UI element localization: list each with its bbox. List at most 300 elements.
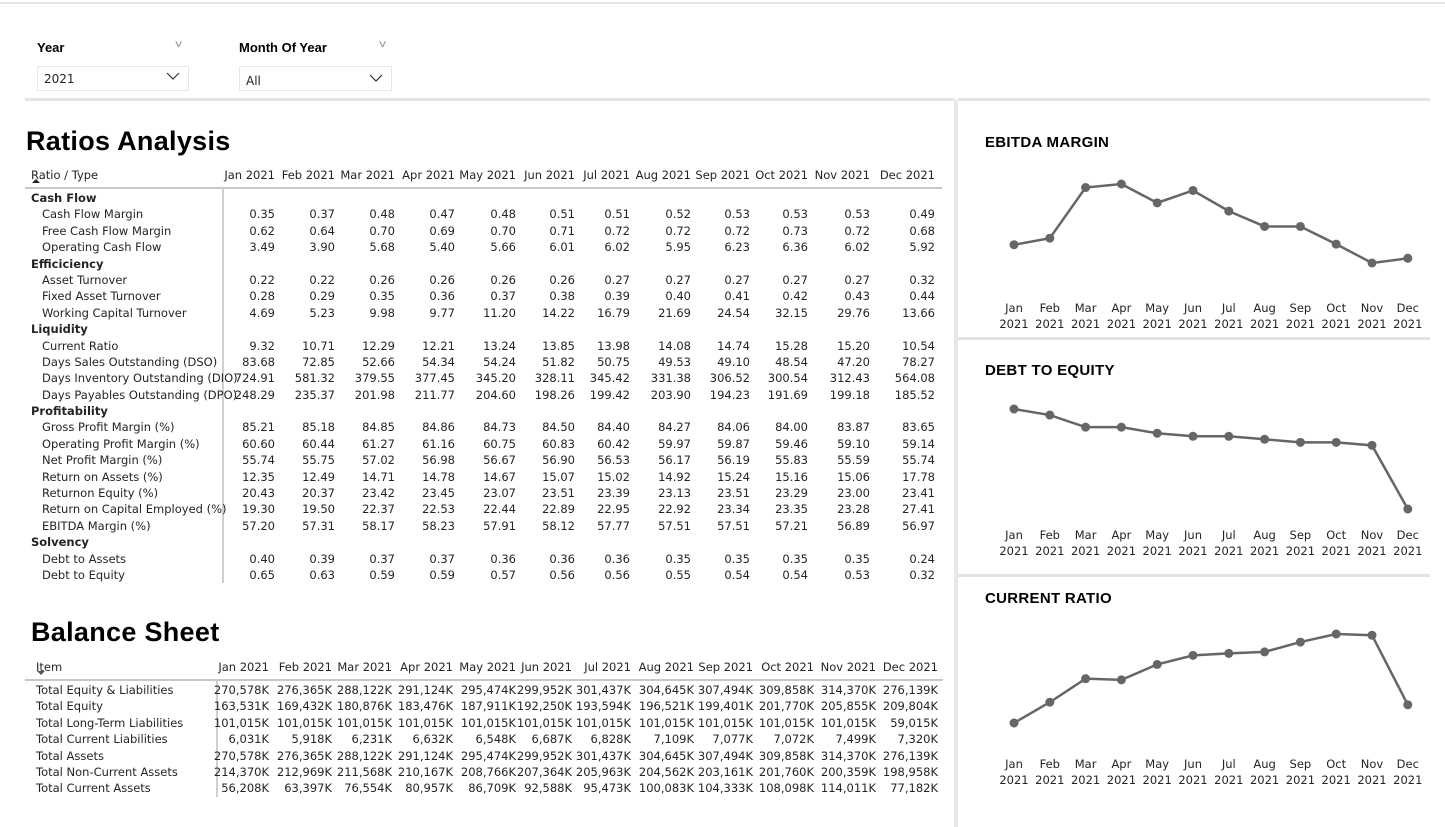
data-point[interactable] xyxy=(1117,180,1126,189)
cell-value: 201,760K xyxy=(758,764,814,779)
cell-value: 0.26 xyxy=(429,272,455,287)
cell-value: 345.42 xyxy=(589,371,630,386)
cell-value: 0.39 xyxy=(309,551,335,566)
cell-value: 60.44 xyxy=(302,436,335,451)
cell-value: 205,963K xyxy=(575,764,631,779)
cell-value: 0.72 xyxy=(844,223,870,238)
group-row[interactable] xyxy=(25,321,942,337)
data-point[interactable] xyxy=(1296,438,1305,447)
cell-value: 0.71 xyxy=(549,223,575,238)
cell-value: 0.65 xyxy=(249,567,275,582)
cell-value: 291,124K xyxy=(397,748,453,763)
data-point[interactable] xyxy=(1368,441,1377,450)
column-header[interactable]: May 2021 xyxy=(459,660,516,674)
table-row[interactable] xyxy=(25,551,942,567)
cell-value: 15.24 xyxy=(717,469,750,484)
year-slicer xyxy=(37,40,189,91)
data-point[interactable] xyxy=(1153,198,1162,207)
cell-value: 23.42 xyxy=(362,486,395,501)
cell-value: 0.27 xyxy=(844,272,870,287)
column-header[interactable]: Dec 2021 xyxy=(879,168,935,182)
cell-value: 0.27 xyxy=(724,272,750,287)
column-header-item[interactable]: Item xyxy=(36,660,63,674)
cell-value: 0.59 xyxy=(429,567,455,582)
column-header[interactable]: Jan 2021 xyxy=(218,660,269,674)
cell-value: 22.44 xyxy=(483,502,516,517)
table-row[interactable] xyxy=(25,731,943,747)
x-axis-tick-label: May xyxy=(1145,528,1170,542)
cell-value: 50.75 xyxy=(597,354,630,369)
table-row[interactable] xyxy=(25,780,943,796)
cell-value: 15.06 xyxy=(837,469,870,484)
data-point[interactable] xyxy=(1117,423,1126,432)
data-point[interactable] xyxy=(1189,651,1198,660)
cell-value: 331.38 xyxy=(650,371,691,386)
cell-value: 0.35 xyxy=(724,551,750,566)
cell-value: 0.26 xyxy=(549,272,575,287)
x-axis-tick-label: Nov xyxy=(1360,757,1384,771)
cell-value: 299,952K xyxy=(516,748,572,763)
cell-value: 95,473K xyxy=(583,781,631,796)
cell-value: 101,015K xyxy=(276,715,332,730)
column-header[interactable]: Mar 2021 xyxy=(340,168,395,182)
table-row[interactable] xyxy=(25,501,942,517)
cell-value: 10.54 xyxy=(902,338,935,353)
table-row[interactable] xyxy=(25,370,942,386)
column-header[interactable]: Jun 2021 xyxy=(524,168,575,182)
x-axis-tick-label: Jun xyxy=(1184,528,1202,542)
row-label: Free Cash Flow Margin xyxy=(42,223,172,238)
line-chart[interactable] xyxy=(958,340,1430,575)
data-point[interactable] xyxy=(1224,649,1233,658)
cell-value: 345.20 xyxy=(475,371,516,386)
cell-value: 304,645K xyxy=(638,683,694,697)
column-header[interactable]: Dec 2021 xyxy=(882,660,938,674)
cell-value: 0.64 xyxy=(309,223,335,238)
data-point[interactable] xyxy=(1260,222,1269,231)
cell-value: 0.36 xyxy=(429,289,455,304)
column-header[interactable]: Apr 2021 xyxy=(402,168,455,182)
x-axis-tick-label: Jul xyxy=(1221,301,1236,315)
year-slicer-title: Year xyxy=(37,40,65,55)
data-point[interactable] xyxy=(1189,432,1198,441)
data-point[interactable] xyxy=(1332,240,1341,249)
table-row[interactable] xyxy=(25,715,943,731)
cell-value: 276,365K xyxy=(276,683,332,697)
table-row[interactable] xyxy=(25,764,943,780)
column-header[interactable]: Apr 2021 xyxy=(400,660,453,674)
cell-value: 328.11 xyxy=(534,371,575,386)
table-row[interactable] xyxy=(25,436,942,452)
cell-value: 288,122K xyxy=(336,748,392,763)
cell-value: 0.42 xyxy=(782,289,808,304)
data-point[interactable] xyxy=(1153,660,1162,669)
row-label: Total Non-Current Assets xyxy=(36,764,178,779)
x-axis-tick-label: Jan xyxy=(1005,528,1023,542)
cell-value: 0.53 xyxy=(724,207,750,222)
cell-value: 22.95 xyxy=(597,502,630,517)
x-axis-tick-label: 2021 xyxy=(1321,317,1351,331)
data-point[interactable] xyxy=(1332,630,1341,639)
cell-value: 23.07 xyxy=(483,486,516,501)
cell-value: 23.51 xyxy=(717,486,750,501)
x-axis-tick-label: 2021 xyxy=(999,544,1029,558)
cell-value: 83.87 xyxy=(837,420,870,435)
data-point[interactable] xyxy=(1010,719,1019,728)
cell-value: 7,077K xyxy=(712,732,753,747)
x-axis-tick-label: 2021 xyxy=(1249,773,1280,787)
x-axis-tick-label: Feb xyxy=(1039,757,1060,771)
x-axis-tick-label: Oct xyxy=(1326,757,1347,771)
cell-value: 57.51 xyxy=(658,518,691,533)
column-header[interactable]: Jun 2021 xyxy=(521,660,572,674)
data-point[interactable] xyxy=(1403,505,1412,514)
cell-value: 61.27 xyxy=(362,436,395,451)
cell-value: 86,709K xyxy=(468,781,516,796)
cell-value: 101,015K xyxy=(460,715,516,730)
column-header[interactable]: Oct 2021 xyxy=(755,168,808,182)
chevron-down-icon xyxy=(166,69,180,83)
column-header[interactable]: Nov 2021 xyxy=(814,168,870,182)
cell-value: 208,766K xyxy=(460,764,516,779)
cell-value: 13.24 xyxy=(483,338,516,353)
group-row[interactable] xyxy=(25,190,942,206)
data-point[interactable] xyxy=(1403,254,1412,263)
cell-value: 0.37 xyxy=(429,551,455,566)
chevron-down-icon[interactable]: ∨ xyxy=(377,39,388,50)
data-point[interactable] xyxy=(1045,698,1054,707)
column-header-ratio-type[interactable]: Ratio / Type xyxy=(31,168,99,182)
data-point[interactable] xyxy=(1224,207,1233,216)
x-axis-tick-label: 2021 xyxy=(1357,317,1387,331)
cell-value: 22.89 xyxy=(542,502,575,517)
group-row[interactable] xyxy=(25,403,942,419)
cell-value: 23.13 xyxy=(658,486,691,501)
cell-value: 6.02 xyxy=(844,240,870,255)
cell-value: 85.21 xyxy=(242,420,275,435)
cell-value: 55.59 xyxy=(837,453,870,468)
cell-value: 12.35 xyxy=(242,469,275,484)
data-point[interactable] xyxy=(1153,429,1162,438)
cell-value: 100,083K xyxy=(638,781,694,796)
cell-value: 199.18 xyxy=(829,387,870,402)
cell-value: 57.21 xyxy=(775,518,808,533)
cell-value: 7,109K xyxy=(653,732,694,747)
column-header[interactable]: Sep 2021 xyxy=(695,168,750,182)
line-chart[interactable] xyxy=(958,577,1430,827)
x-axis-tick-label: 2021 xyxy=(1106,317,1137,331)
column-header[interactable]: Jan 2021 xyxy=(224,168,275,182)
x-axis-tick-label: Mar xyxy=(1074,301,1097,315)
cell-value: 377.45 xyxy=(414,371,455,386)
cell-value: 6,031K xyxy=(228,732,269,747)
column-header[interactable]: Sep 2021 xyxy=(698,660,753,674)
data-point[interactable] xyxy=(1010,240,1019,249)
cell-value: 203,161K xyxy=(697,764,753,779)
x-axis-tick-label: 2021 xyxy=(1249,544,1280,558)
table-row[interactable] xyxy=(25,272,942,288)
cell-value: 0.72 xyxy=(724,223,750,238)
table-row[interactable] xyxy=(25,338,942,354)
row-label: Days Payables Outstanding (DPO) xyxy=(42,387,238,402)
data-point[interactable] xyxy=(1332,438,1341,447)
x-axis-tick-label: Jun xyxy=(1184,757,1202,771)
cell-value: 59.97 xyxy=(658,436,691,451)
cell-value: 9.32 xyxy=(249,338,275,353)
table-row[interactable] xyxy=(25,485,942,501)
cell-value: 564.08 xyxy=(894,371,935,386)
cell-value: 58.17 xyxy=(362,518,395,533)
cell-value: 6.23 xyxy=(724,240,750,255)
chevron-down-icon[interactable]: ∨ xyxy=(173,39,184,50)
cell-value: 6,687K xyxy=(531,732,572,747)
table-row[interactable] xyxy=(25,288,942,304)
cell-value: 314,370K xyxy=(820,748,876,763)
cell-value: 84.73 xyxy=(483,420,516,435)
cell-value: 101,015K xyxy=(575,715,631,730)
group-row[interactable] xyxy=(25,256,942,272)
cell-value: 0.36 xyxy=(490,551,516,566)
table-row[interactable] xyxy=(25,354,942,370)
cell-value: 15.07 xyxy=(542,469,575,484)
x-axis-tick-label: Dec xyxy=(1396,757,1419,771)
cell-value: 3.90 xyxy=(309,240,335,255)
data-point[interactable] xyxy=(1296,638,1305,647)
cell-value: 60.60 xyxy=(242,436,275,451)
row-label: Total Equity & Liabilities xyxy=(36,683,174,697)
cell-value: 23.39 xyxy=(597,486,630,501)
cell-value: 0.40 xyxy=(249,551,275,566)
cell-value: 211.77 xyxy=(414,387,455,402)
cell-value: 0.35 xyxy=(665,551,691,566)
cell-value: 59.87 xyxy=(717,436,750,451)
table-row[interactable] xyxy=(25,682,943,698)
data-point[interactable] xyxy=(1224,432,1233,441)
data-point[interactable] xyxy=(1368,631,1377,640)
cell-value: 0.72 xyxy=(665,223,691,238)
month-slicer-title: Month Of Year xyxy=(239,40,327,55)
table-row[interactable] xyxy=(25,206,942,222)
group-row[interactable] xyxy=(25,534,942,550)
data-point[interactable] xyxy=(1403,700,1412,709)
data-point[interactable] xyxy=(1296,222,1305,231)
cell-value: 19.50 xyxy=(302,502,335,517)
cell-value: 300.54 xyxy=(767,371,808,386)
cell-value: 0.57 xyxy=(490,567,516,582)
cell-value: 0.35 xyxy=(844,551,870,566)
cell-value: 295,474K xyxy=(460,748,516,763)
table-row[interactable] xyxy=(25,518,942,534)
cell-value: 5.23 xyxy=(309,305,335,320)
cell-value: 0.32 xyxy=(909,272,935,287)
cell-value: 0.40 xyxy=(665,289,691,304)
cell-value: 80,957K xyxy=(405,781,453,796)
cell-value: 0.51 xyxy=(604,207,630,222)
cell-value: 198.26 xyxy=(534,387,575,402)
cell-value: 309,858K xyxy=(758,683,814,697)
ratios-matrix xyxy=(25,162,942,583)
cell-value: 57.31 xyxy=(302,518,335,533)
cell-value: 211,568K xyxy=(336,764,392,779)
x-axis-tick-label: Jul xyxy=(1221,528,1236,542)
cell-value: 6,632K xyxy=(412,732,453,747)
column-header[interactable]: Mar 2021 xyxy=(337,660,392,674)
data-point[interactable] xyxy=(1081,674,1090,683)
cell-value: 199.42 xyxy=(589,387,630,402)
current-ratio-chart xyxy=(958,577,1430,827)
cell-value: 56.67 xyxy=(483,453,516,468)
cell-value: 57.77 xyxy=(597,518,630,533)
row-label: Working Capital Turnover xyxy=(42,305,187,320)
sort-descending-icon[interactable] xyxy=(37,671,45,675)
balance-sheet-title: Balance Sheet xyxy=(31,617,220,647)
table-row[interactable] xyxy=(25,239,942,255)
cell-value: 201.98 xyxy=(354,387,395,402)
x-axis-tick-label: Sep xyxy=(1289,528,1312,542)
cell-value: 724.91 xyxy=(234,371,275,386)
cell-value: 0.63 xyxy=(309,567,335,582)
x-axis-tick-label: Aug xyxy=(1253,757,1276,771)
column-header[interactable]: Feb 2021 xyxy=(281,168,335,182)
row-label: Debt to Assets xyxy=(42,551,127,566)
x-axis-tick-label: 2021 xyxy=(1142,773,1172,787)
cell-value: 270,578K xyxy=(213,748,269,763)
month-slicer xyxy=(239,40,392,91)
column-header[interactable]: Aug 2021 xyxy=(635,168,691,182)
column-header[interactable]: Jul 2021 xyxy=(583,168,630,182)
cell-value: 14.71 xyxy=(362,469,395,484)
cell-value: 49.10 xyxy=(717,354,750,369)
sort-ascending-icon[interactable] xyxy=(32,179,40,183)
cell-value: 57.02 xyxy=(362,453,395,468)
cell-value: 193,594K xyxy=(575,699,631,714)
data-point[interactable] xyxy=(1189,186,1198,195)
column-header[interactable]: Feb 2021 xyxy=(278,660,332,674)
cell-value: 27.41 xyxy=(902,502,935,517)
x-axis-tick-label: Sep xyxy=(1289,301,1312,315)
cell-value: 59.46 xyxy=(775,436,808,451)
divider xyxy=(25,98,955,101)
column-header[interactable]: Nov 2021 xyxy=(820,660,876,674)
cell-value: 7,499K xyxy=(835,732,876,747)
row-label: Operating Cash Flow xyxy=(42,240,162,255)
cell-value: 0.68 xyxy=(909,223,935,238)
group-label: Efficiciency xyxy=(31,256,104,271)
cell-value: 6.01 xyxy=(549,240,575,255)
cell-value: 49.53 xyxy=(658,354,691,369)
cell-value: 55.74 xyxy=(242,453,275,468)
cell-value: 200,359K xyxy=(820,764,876,779)
x-axis-tick-label: 2021 xyxy=(1214,317,1244,331)
month-dropdown[interactable] xyxy=(239,66,392,91)
column-header[interactable]: Jul 2021 xyxy=(584,660,631,674)
cell-value: 13.66 xyxy=(902,305,935,320)
row-label: Total Assets xyxy=(36,748,104,763)
data-point[interactable] xyxy=(1368,259,1377,268)
month-slicer-header xyxy=(239,40,392,58)
table-row[interactable] xyxy=(25,305,942,321)
data-point[interactable] xyxy=(1117,675,1126,684)
chart-title: DEBT TO EQUITY xyxy=(985,362,1115,379)
cell-value: 7,072K xyxy=(773,732,814,747)
cell-value: 58.23 xyxy=(422,518,455,533)
cell-value: 13.98 xyxy=(597,338,630,353)
cell-value: 60.75 xyxy=(483,436,516,451)
column-header[interactable]: Oct 2021 xyxy=(761,660,814,674)
data-point[interactable] xyxy=(1081,183,1090,192)
cell-value: 180,876K xyxy=(336,699,392,714)
cell-value: 196,521K xyxy=(638,699,694,714)
data-point[interactable] xyxy=(1045,234,1054,243)
cell-value: 192,250K xyxy=(516,699,572,714)
cell-value: 0.56 xyxy=(549,567,575,582)
cell-value: 15.20 xyxy=(837,338,870,353)
table-row[interactable] xyxy=(25,698,943,714)
cell-value: 276,365K xyxy=(276,748,332,763)
table-row[interactable] xyxy=(25,748,943,764)
cell-value: 214,370K xyxy=(213,764,269,779)
cell-value: 23.34 xyxy=(717,502,750,517)
column-header[interactable]: May 2021 xyxy=(459,168,516,182)
cell-value: 0.27 xyxy=(665,272,691,287)
data-point[interactable] xyxy=(1260,435,1269,444)
cell-value: 29.76 xyxy=(837,305,870,320)
table-row[interactable] xyxy=(25,223,942,239)
x-axis-tick-label: 2021 xyxy=(1178,544,1208,558)
cell-value: 0.39 xyxy=(604,289,630,304)
data-point[interactable] xyxy=(1081,423,1090,432)
table-row[interactable] xyxy=(25,469,942,485)
balance-sheet-table xyxy=(25,654,943,797)
cell-value: 77,182K xyxy=(890,781,938,796)
column-header[interactable]: Aug 2021 xyxy=(638,660,694,674)
cell-value: 20.43 xyxy=(242,486,275,501)
cell-value: 48.54 xyxy=(775,354,808,369)
cell-value: 83.65 xyxy=(902,420,935,435)
cell-value: 56.98 xyxy=(422,453,455,468)
cell-value: 10.71 xyxy=(302,338,335,353)
row-label: Debt to Equity xyxy=(42,567,125,582)
data-point[interactable] xyxy=(1260,647,1269,656)
data-point[interactable] xyxy=(1010,405,1019,414)
table-row[interactable] xyxy=(25,419,942,435)
data-point[interactable] xyxy=(1045,411,1054,420)
line-chart[interactable] xyxy=(958,101,1430,337)
cell-value: 56.17 xyxy=(658,453,691,468)
x-axis-tick-label: Apr xyxy=(1111,301,1132,315)
cell-value: 63,397K xyxy=(284,781,332,796)
cell-value: 0.44 xyxy=(909,289,935,304)
x-axis-tick-label: Oct xyxy=(1326,301,1347,315)
cell-value: 0.53 xyxy=(782,207,808,222)
cell-value: 312.43 xyxy=(829,371,870,386)
table-row[interactable] xyxy=(25,567,942,583)
cell-value: 0.53 xyxy=(844,207,870,222)
x-axis-tick-label: May xyxy=(1145,757,1170,771)
cell-value: 12.21 xyxy=(422,338,455,353)
table-row[interactable] xyxy=(25,387,942,403)
cell-value: 5.68 xyxy=(369,240,395,255)
cell-value: 0.27 xyxy=(782,272,808,287)
cell-value: 56.19 xyxy=(717,453,750,468)
cell-value: 199,401K xyxy=(697,699,753,714)
cell-value: 84.50 xyxy=(542,420,575,435)
year-dropdown[interactable] xyxy=(37,66,189,91)
table-row[interactable] xyxy=(25,452,942,468)
cell-value: 0.54 xyxy=(782,567,808,582)
group-label: Solvency xyxy=(31,535,89,550)
cell-value: 183,476K xyxy=(397,699,453,714)
